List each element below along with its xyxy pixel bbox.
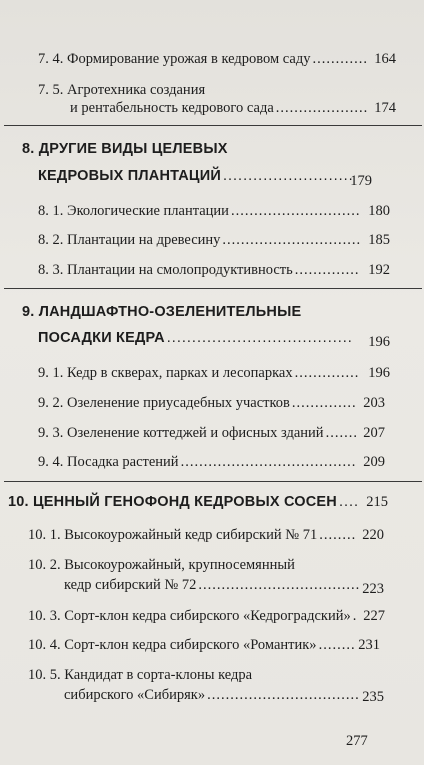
entry-page: 174 bbox=[374, 100, 396, 116]
toc-entry-10-1 bbox=[28, 526, 358, 544]
entry-page: 231 bbox=[358, 637, 380, 653]
entry-number: 9. 3. bbox=[38, 425, 64, 441]
entry-page: 192 bbox=[368, 262, 390, 278]
entry-number: 10. 4. bbox=[28, 637, 61, 653]
entry-page: 196 bbox=[368, 334, 390, 350]
entry-title: Сорт-клон кедра сибирского «Кедроградский» bbox=[64, 608, 351, 624]
toc-entry-9-4 bbox=[38, 453, 358, 471]
toc-entry-7-4 bbox=[38, 50, 370, 68]
entry-title: ЛАНДШАФТНО-ОЗЕЛЕНИТЕЛЬНЫЕ bbox=[38, 304, 302, 320]
entry-title: Озеленение приусадебных участков bbox=[67, 395, 290, 411]
chapter-8-heading bbox=[22, 140, 228, 158]
chapter-9-heading-cont bbox=[38, 329, 354, 347]
toc-entry-10-3 bbox=[28, 607, 358, 625]
entry-number: 9. bbox=[22, 304, 35, 320]
toc-entry-8-1 bbox=[38, 202, 362, 220]
entry-page: 215 bbox=[366, 494, 388, 510]
entry-number: 9. 2. bbox=[38, 395, 64, 411]
entry-number: 10. 2. bbox=[28, 557, 61, 573]
dot-leader bbox=[222, 231, 360, 249]
dot-leader bbox=[181, 453, 356, 471]
entry-page: 227 bbox=[363, 608, 385, 624]
section-divider bbox=[4, 481, 422, 482]
entry-title-cont: и рентабельность кедрового сада bbox=[70, 100, 274, 116]
toc-entry-10-2-cont bbox=[64, 576, 362, 594]
entry-number: 10. 1. bbox=[28, 527, 61, 543]
entry-number: 10. 5. bbox=[28, 667, 61, 683]
entry-title: Плантации на смолопродуктивность bbox=[67, 262, 293, 278]
entry-title: Кедр в скверах, парках и лесопарках bbox=[67, 365, 293, 381]
entry-title: Сорт-клон кедра сибирского «Романтик» bbox=[64, 637, 317, 653]
toc-entry-9-2 bbox=[38, 394, 358, 412]
entry-number: 9. 4. bbox=[38, 454, 64, 470]
toc-entry-8-3 bbox=[38, 261, 362, 279]
entry-number: 9. 1. bbox=[38, 365, 64, 381]
entry-number: 10. 3. bbox=[28, 608, 61, 624]
toc-entry-10-5 bbox=[28, 666, 252, 684]
entry-title-cont: кедр сибирский № 72 bbox=[64, 577, 197, 593]
entry-title: Высокоурожайный, крупносемянный bbox=[64, 557, 295, 573]
dot-leader bbox=[231, 202, 360, 220]
toc-entry-9-3 bbox=[38, 424, 358, 442]
section-divider bbox=[4, 125, 422, 126]
entry-title: Плантации на древесину bbox=[67, 232, 221, 248]
dot-leader bbox=[276, 99, 368, 117]
toc-entry-8-2 bbox=[38, 231, 362, 249]
chapter-8-heading-cont bbox=[38, 167, 354, 185]
toc-entry-10-4 bbox=[28, 636, 358, 654]
entry-page: 220 bbox=[362, 527, 384, 543]
entry-page: 235 bbox=[362, 689, 384, 705]
entry-title: Посадка растений bbox=[67, 454, 179, 470]
entry-number: 8. 1. bbox=[38, 203, 64, 219]
entry-number: 7. 4. bbox=[38, 51, 64, 67]
entry-number: 7. 5. bbox=[38, 82, 64, 98]
entry-title-cont: сибирского «Сибиряк» bbox=[64, 687, 206, 703]
entry-page: 180 bbox=[368, 203, 390, 219]
entry-title: Кандидат в сорта-клоны кедра bbox=[64, 667, 253, 683]
entry-number: 8. 3. bbox=[38, 262, 64, 278]
dot-leader bbox=[167, 329, 352, 347]
dot-leader bbox=[207, 686, 360, 704]
entry-page: 209 bbox=[363, 454, 385, 470]
entry-page: 207 bbox=[363, 425, 385, 441]
entry-number: 8. 2. bbox=[38, 232, 64, 248]
entry-title: Высокоурожайный кедр сибирский № 71 bbox=[64, 527, 318, 543]
entry-title-cont: ПОСАДКИ КЕДРА bbox=[38, 330, 165, 346]
chapter-9-heading bbox=[22, 303, 301, 321]
entry-page: 196 bbox=[368, 365, 390, 381]
entry-page: 185 bbox=[368, 232, 390, 248]
section-divider bbox=[4, 288, 422, 289]
entry-title: Озеленение коттеджей и офисных зданий bbox=[67, 425, 324, 441]
entry-page: 223 bbox=[362, 581, 384, 597]
entry-title: Агротехника создания bbox=[67, 82, 206, 98]
page-number: 277 bbox=[346, 733, 368, 749]
toc-entry-7-5 bbox=[38, 81, 205, 99]
entry-title-cont: КЕДРОВЫХ ПЛАНТАЦИЙ bbox=[38, 168, 221, 184]
toc-entry-9-1 bbox=[38, 364, 362, 382]
toc-entry-10-5-cont bbox=[64, 686, 362, 704]
entry-number: 8. bbox=[22, 141, 35, 157]
entry-page: 164 bbox=[374, 51, 396, 67]
entry-title: ДРУГИЕ ВИДЫ ЦЕЛЕВЫХ bbox=[38, 141, 228, 157]
toc-entry-10-2 bbox=[28, 556, 295, 574]
entry-page: 179 bbox=[350, 173, 372, 189]
entry-title: ЦЕННЫЙ ГЕНОФОНД КЕДРОВЫХ СОСЕН bbox=[33, 494, 337, 510]
entry-title: Экологические плантации bbox=[67, 203, 229, 219]
entry-title: Формирование урожая в кедровом саду bbox=[67, 51, 311, 67]
chapter-10-heading bbox=[8, 493, 360, 511]
dot-leader bbox=[198, 576, 360, 594]
entry-page: 203 bbox=[363, 395, 385, 411]
entry-number: 10. bbox=[8, 494, 29, 510]
toc-entry-7-5-cont bbox=[70, 99, 370, 117]
